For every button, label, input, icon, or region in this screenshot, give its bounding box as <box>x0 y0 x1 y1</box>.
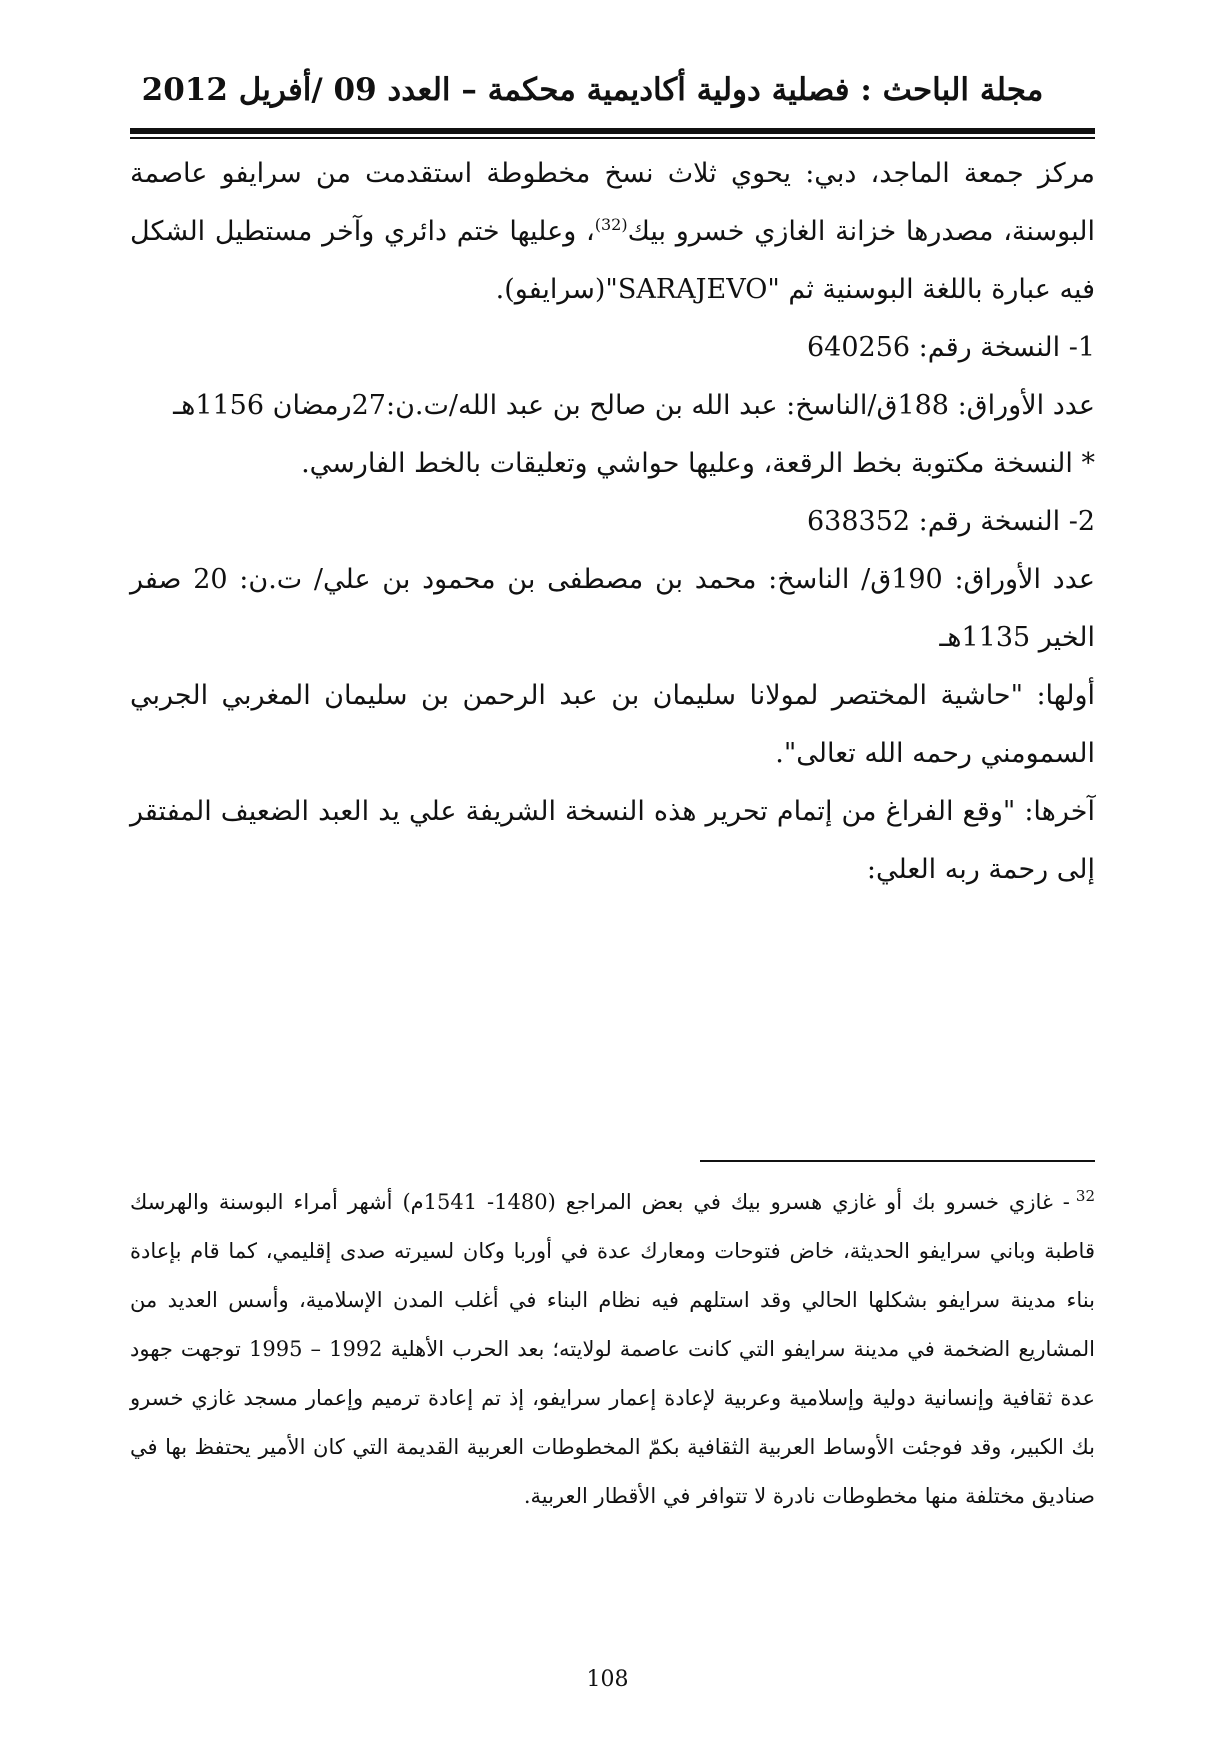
copy1-title: 1- النسخة رقم: 640256 <box>806 332 1095 363</box>
main-body <box>130 145 1095 899</box>
page-number: 108 <box>586 1667 629 1692</box>
copy2-start: أولها: "حاشية المختصر لمولانا سليمان بن عبد الرحمن بن سليمان المغربي الجربي السمومني رحمه الله تعالى". <box>130 680 1095 769</box>
header-rule-thin <box>130 137 1095 139</box>
footnote-text: - غازي خسرو بك أو غازي هسرو بيك في بعض المراجع (1480- 1541م) أشهر أمراء البوسنة والهرسك قاطبة وباني سرايفو الحديثة، خاض فتوحات ومعارك عدة في أوربا وكان لسيرته صدى إقليمي، كما قام بإعادة بناء مدينة سرايفو بشكلها الحالي وقد استلهم فيه نظام البناء في أغلب المدن الإسلامية، وأسس العديد من المشاريع الضخمة في مدينة سرايفو التي كانت عاصمة لولايته؛ بعد الحرب الأهلية 1992 – 1995 توجهت جهود عدة ثقافية وإنسانية دولية وإسلامية وعربية لإعادة إعمار سرايفو، إذ تم إعادة ترميم وإعمار مسجد غازي خسرو بك الكبير، وقد فوجئت الأوساط العربية الثقافية بكمّ المخطوطات العربية القديمة التي كان الأمير يحتفظ بها في صناديق مختلفة منها مخطوطات نادرة لا تتوافر في الأقطار العربية. <box>130 1190 1095 1508</box>
intro-paragraph <box>130 145 1095 319</box>
copy1-note: * النسخة مكتوبة بخط الرقعة، وعليها حواشي وتعليقات بالخط الفارسي. <box>301 448 1095 479</box>
copy2-details: عدد الأوراق: 190ق/ الناسخ: محمد بن مصطفى بن محمود بن علي/ ت.ن: 20 صفر الخير 1135هـ <box>130 564 1095 653</box>
copy2-end: آخرها: "وقع الفراغ من إتمام تحرير هذه النسخة الشريفة علي يد العبد الضعيف المفتقر إلى رحمة ربه العلي: <box>130 796 1095 885</box>
footnote-reference[interactable]: (32) <box>594 215 628 234</box>
intro-text: مركز جمعة الماجد، دبي: يحوي ثلاث نسخ مخطوطة استقدمت من سرايفو عاصمة البوسنة، مصدرها خزانة الغازي خسرو بيك <box>130 158 1095 247</box>
header-rule <box>130 128 1095 134</box>
footnote <box>130 1178 1095 1521</box>
footnote-separator <box>700 1160 1095 1162</box>
copy2-title: 2- النسخة رقم: 638352 <box>806 506 1095 537</box>
page-header: مجلة الباحث : فصلية دولية أكاديمية محكمة – العدد 09 /أفريل 2012 <box>141 72 1044 108</box>
footnote-number: 32 <box>1075 1187 1095 1205</box>
footnote-paragraph <box>130 1178 1095 1521</box>
copy1-details: عدد الأوراق: 188ق/الناسخ: عبد الله بن صالح بن عبد الله/ت.ن:27رمضان 1156هـ <box>173 390 1095 421</box>
intro-text-continued: ، وعليها ختم دائري وآخر مستطيل الشكل فيه عبارة باللغة البوسنية ثم "SARAJEVO"(سرايفو). <box>130 216 1095 305</box>
